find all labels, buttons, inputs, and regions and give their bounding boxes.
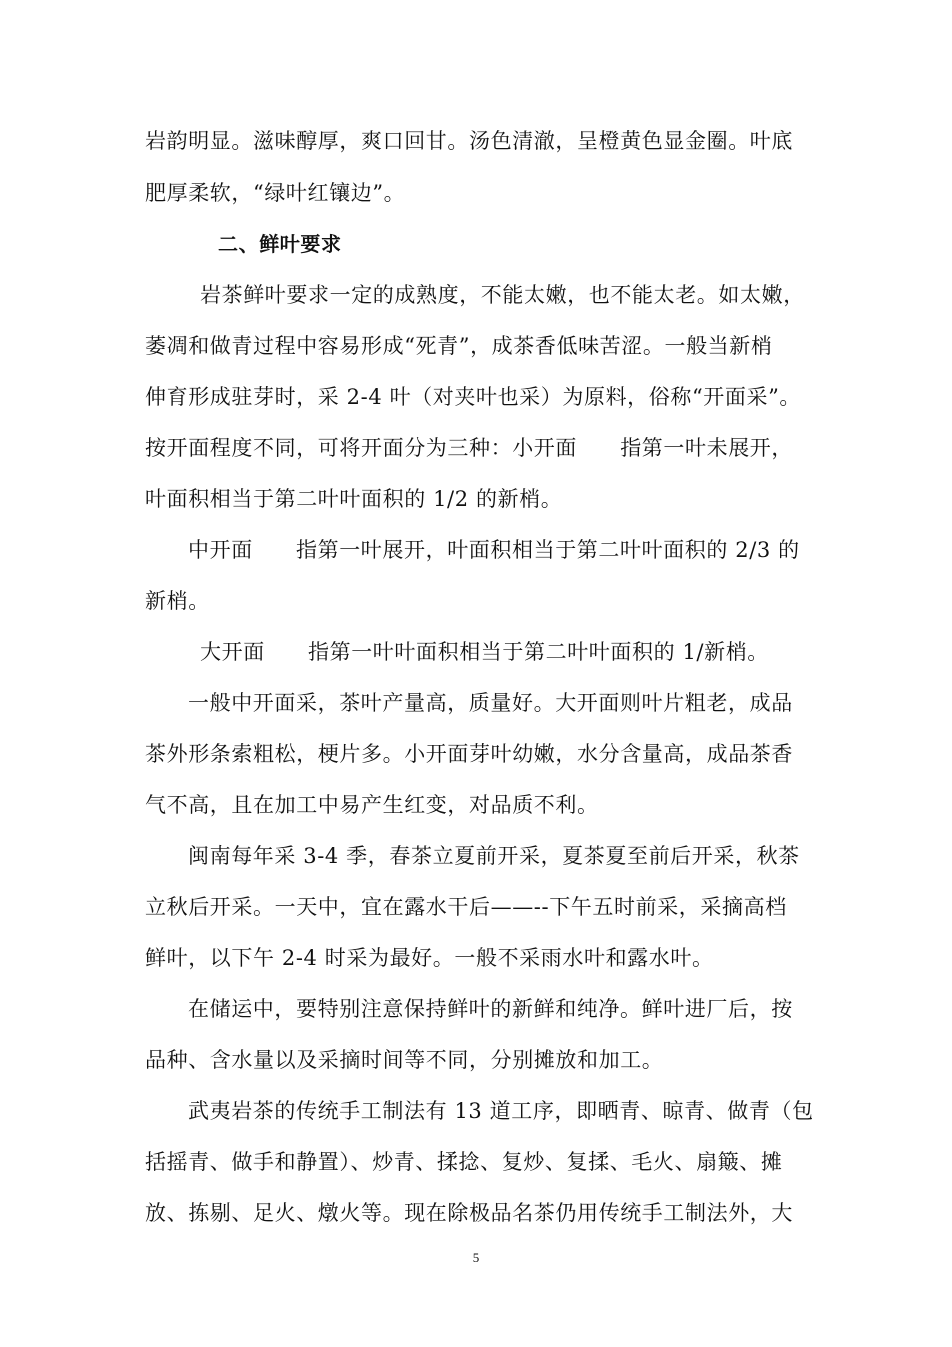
text-line: 岩茶鲜叶要求一定的成熟度，不能太嫩，也不能太老。如太嫩，: [200, 283, 805, 307]
text-line: 大开面 指第一叶叶面积相当于第二叶叶面积的 1/新梢。: [200, 640, 769, 664]
text-line: 伸育形成驻芽时，采 2-4 叶（对夹叶也采）为原料，俗称“开面采”。: [145, 385, 802, 409]
text-line: 叶面积相当于第二叶叶面积的 1/2 的新梢。: [145, 487, 563, 511]
text-line: 一般中开面采，茶叶产量高，质量好。大开面则叶片粗老，成品: [188, 691, 793, 715]
text-line: 品种、含水量以及采摘时间等不同，分别摊放和加工。: [145, 1048, 664, 1072]
text-line: 括摇青、做手和静置）、炒青、揉捻、复炒、复揉、毛火、扇簸、摊: [145, 1150, 783, 1174]
text-line: 气不高，且在加工中易产生红变，对品质不利。: [145, 793, 599, 817]
text-line: 立秋后开采。一天中，宜在露水干后——--下午五时前采，采摘高档: [145, 895, 787, 919]
text-line: 放、拣剔、足火、燉火等。现在除极品名茶仍用传统手工制法外，大: [145, 1201, 793, 1225]
text-line: 肥厚柔软，“绿叶红镶边”。: [145, 181, 406, 205]
section-heading: 二、鲜叶要求: [218, 232, 342, 256]
text-line: 新梢。: [145, 589, 210, 613]
text-line: 茶外形条索粗松，梗片多。小开面芽叶幼嫩，水分含量高，成品茶香: [145, 742, 793, 766]
text-line: 岩韵明显。滋味醇厚，爽口回甘。汤色清澈，呈橙黄色显金圈。叶底: [145, 129, 793, 153]
text-line: 在储运中，要特别注意保持鲜叶的新鲜和纯净。鲜叶进厂后，按: [188, 997, 793, 1021]
text-line: 武夷岩茶的传统手工制法有 13 道工序，即晒青、晾青、做青（包: [188, 1099, 814, 1123]
text-line: 闽南每年采 3-4 季，春茶立夏前开采，夏茶夏至前后开采，秋茶: [188, 844, 800, 868]
text-line: 萎凋和做青过程中容易形成“死青”，成茶香低味苦涩。一般当新梢: [145, 334, 773, 358]
text-line: 按开面程度不同，可将开面分为三种：小开面 指第一叶未展开，: [145, 436, 793, 460]
page-number: 5: [472, 1250, 480, 1265]
text-line: 鲜叶，以下午 2-4 时采为最好。一般不采雨水叶和露水叶。: [145, 946, 714, 970]
text-line: 中开面 指第一叶展开，叶面积相当于第二叶叶面积的 2/3 的: [188, 538, 800, 562]
